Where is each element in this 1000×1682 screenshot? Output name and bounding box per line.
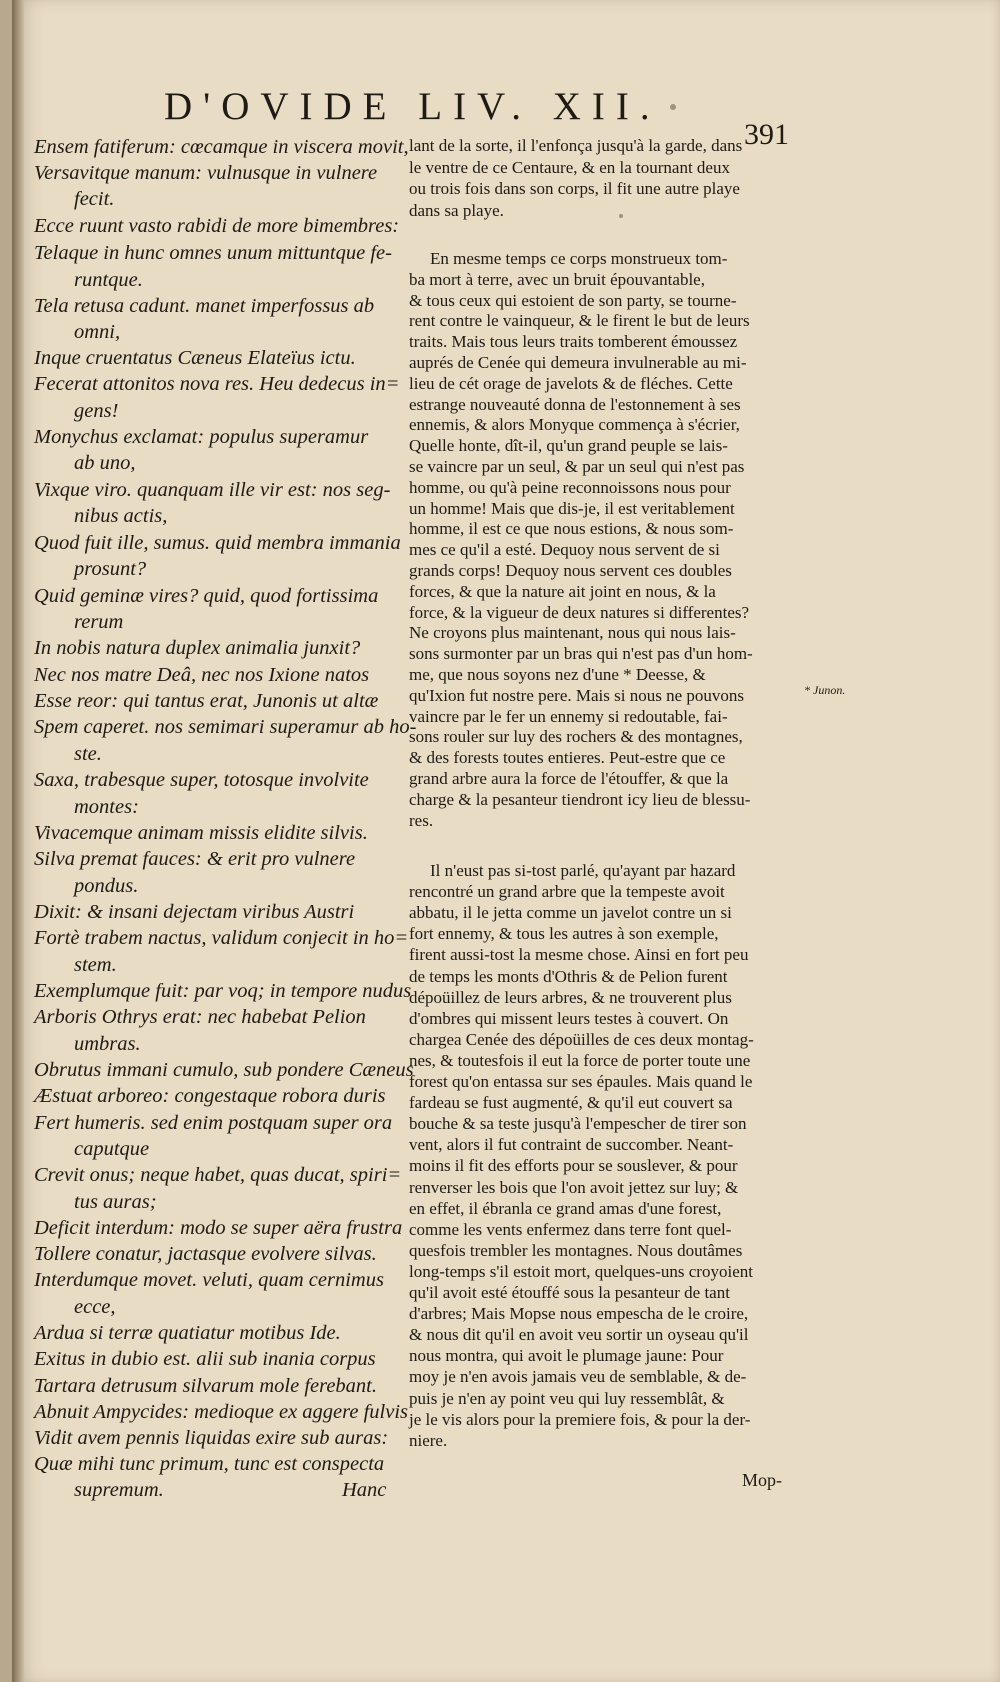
latin-line: omni,	[74, 321, 121, 343]
french-line: & des forests toutes entieres. Peut-estre que ce	[409, 748, 726, 768]
french-line: firent aussi-tost la mesme chose. Ainsi en fort peu	[409, 945, 749, 965]
french-line: estrange nouveauté donna de l'estonnement à ses	[409, 394, 741, 414]
french-line: moins il fit des efforts pour se souslever, & pour	[409, 1156, 738, 1176]
latin-line: tus auras;	[74, 1191, 157, 1213]
latin-line: Quid geminæ vires? quid, quod fortissima	[34, 585, 379, 607]
latin-line: Quæ mihi tunc primum, tunc est conspecta	[34, 1453, 385, 1475]
french-line: fardeau se fust augmenté, & qu'il eut couvert sa	[409, 1093, 733, 1113]
latin-line: Ardua si terræ quatiatur motibus Ide.	[34, 1322, 341, 1344]
latin-line: umbras.	[74, 1033, 141, 1055]
latin-line: Ensem fatiferum: cœcamque in viscera movit,	[34, 136, 409, 158]
french-line: bouche & sa teste jusqu'à l'empescher de tirer son	[409, 1114, 747, 1134]
french-line: vent, alors il fut contraint de succomber. Neant-	[409, 1135, 734, 1155]
latin-line: Monychus exclamat: populus superamur	[34, 426, 369, 448]
french-line: ennemis, & alors Monyque commença à s'écrier,	[409, 415, 740, 435]
french-line: renverser les bois que l'on avoit jettez sur luy; &	[409, 1177, 739, 1197]
latin-line: Deficit interdum: modo se super aëra frustra	[34, 1217, 403, 1239]
latin-line: Vixque viro. quanquam ille vir est: nos seg-	[34, 479, 391, 501]
latin-line: rerum	[74, 611, 124, 633]
french-line: chargea Cenée des dépoüilles de ces deux montag-	[409, 1029, 754, 1049]
french-line: lant de la sorte, il l'enfonça jusqu'à la garde, dans	[409, 136, 743, 155]
french-line: grand arbre aura la force de l'étouffer, & que la	[409, 769, 729, 788]
french-line: abbatu, il le jetta comme un javelot contre un si	[409, 903, 732, 923]
french-line: je le vis alors pour la premiere fois, & pour la der-	[409, 1409, 751, 1429]
latin-line: caputque	[74, 1138, 150, 1160]
french-line: nous montra, qui avoit le plumage jaune: Pour	[409, 1346, 724, 1366]
french-line: se vaincre par un seul, & par un seul qui n'est pas	[409, 457, 745, 476]
latin-line: Obrutus immani cumulo, sub pondere Cæneus	[34, 1059, 414, 1081]
latin-line: Interdumque movet. veluti, quam cernimus	[34, 1269, 384, 1291]
latin-line: nibus actis,	[74, 505, 168, 527]
latin-line: Vivacemque animam missis elidite silvis.	[34, 822, 368, 844]
latin-line: Arboris Othrys erat: nec habebat Pelion	[34, 1006, 366, 1028]
french-line: ou trois fois dans son corps, il fit une autre playe	[409, 179, 740, 198]
page-gutter	[12, 0, 24, 1682]
french-line: rencontré un grand arbre que la tempeste avoit	[409, 882, 725, 902]
latin-line: fecit.	[74, 188, 115, 210]
latin-line: Exitus in dubio est. alii sub inania corpus	[34, 1348, 376, 1370]
french-line: quesfois trembler les montagnes. Nous doutâmes	[409, 1240, 743, 1260]
latin-line: Tollere conatur, jactasque evolvere silvas.	[34, 1243, 377, 1265]
french-line: & tous ceux qui estoient de son party, se tourne-	[409, 290, 737, 310]
latin-line: In nobis natura duplex animalia junxit?	[34, 637, 361, 659]
latin-line: Tela retusa cadunt. manet imperfossus ab	[34, 295, 375, 317]
latin-line: Esse reor: qui tantus erat, Junonis ut altæ	[34, 690, 379, 712]
french-line: res.	[409, 810, 434, 830]
french-line: fort ennemy, & tous les autres à son exemple,	[409, 924, 719, 944]
latin-line: ab uno,	[74, 452, 136, 474]
book-page	[12, 0, 1000, 1682]
french-line: dans sa playe.	[409, 200, 504, 220]
french-line: Ne croyons plus maintenant, nous qui nous lais-	[409, 623, 736, 643]
latin-line: Fecerat attonitos nova res. Heu dedecus in=	[34, 373, 400, 395]
latin-line: Silva premat fauces: & erit pro vulnere	[34, 848, 356, 870]
margin-note: * Junon.	[804, 683, 846, 697]
latin-line: Saxa, trabesque super, totosque involvite	[34, 769, 369, 791]
french-line: qu'Ixion fut nostre pere. Mais si nous ne pouvons	[409, 685, 744, 705]
latin-line: Telaque in hunc omnes unum mittuntque fe-	[34, 242, 392, 264]
latin-line: Versavitque manum: vulnusque in vulnere	[34, 162, 378, 184]
latin-line: montes:	[74, 796, 139, 818]
latin-line: Crevit onus; neque habet, quas ducat, spiri=	[34, 1164, 402, 1186]
french-line: long-temps s'il estoit mort, quelques-uns croyoient	[409, 1261, 753, 1281]
french-line: nes, & toutesfois il eut la force de porter toute une	[409, 1050, 751, 1070]
latin-line: Exemplumque fuit: par voq; in tempore nudus	[34, 980, 412, 1002]
latin-line: Spem caperet. nos semimari superamur ab ho-	[34, 716, 417, 738]
french-line: lieu de cét orage de javelots & de fléches. Cette	[409, 373, 733, 393]
paper-speck	[619, 214, 623, 218]
latin-line: ecce,	[74, 1296, 116, 1318]
french-line: ba mort à terre, avec un bruit épouvantable,	[409, 269, 705, 289]
latin-line: Dixit: & insani dejectam viribus Austri	[34, 901, 355, 923]
french-line: de temps les monts d'Othris & de Pelion furent	[409, 966, 728, 986]
french-line: forest qu'on entassa sur ses épaules. Mais quand le	[409, 1072, 753, 1091]
french-line: mes ce qu'il a esté. Dequoy nous servent de si	[409, 540, 720, 560]
french-line: & nous dit qu'il en avoit veu sortir un oyseau qu'il	[409, 1325, 749, 1345]
french-line: comme les vents enfermez dans terre font quel-	[409, 1219, 732, 1239]
french-line: sons surmonter par un bras qui n'est pas d'un hom-	[409, 644, 753, 664]
french-line: d'arbres; Mais Mopse nous empescha de le croire,	[409, 1304, 749, 1324]
latin-line: ste.	[74, 743, 102, 765]
french-line: homme, ou qu'à peine reconnoissons nous pour	[409, 477, 731, 497]
french-line: forces, & que la nature ait joint en nous, & la	[409, 581, 716, 601]
latin-line: Vidit avem pennis liquidas exire sub auras:	[34, 1427, 389, 1449]
catchword: Mop-	[742, 1470, 782, 1490]
french-line: homme, il est ce que nous estions, & nous som-	[409, 519, 734, 539]
french-line: d'ombres qui missent leurs testes à couvert. On	[409, 1008, 729, 1028]
french-line: en effet, il ébranla ce grand amas d'une forest,	[409, 1198, 722, 1218]
french-line: qu'il avoit esté étouffé sous la pesanteur de tant	[409, 1283, 730, 1302]
paper-speck	[670, 104, 676, 110]
latin-line: Quod fuit ille, sumus. quid membra immania	[34, 532, 401, 554]
french-line: puis je n'en ay point veu qui luy ressemblât, &	[409, 1388, 725, 1408]
french-line: traits. Mais tous leurs traits tomberent émoussez	[409, 332, 738, 352]
latin-line: gens!	[74, 400, 119, 422]
latin-line: Fert humeris. sed enim postquam super ora	[34, 1112, 393, 1134]
latin-line: Nec nos matre Deâ, nec nos Ixione natos	[34, 664, 370, 686]
french-line: le ventre de ce Centaure, & en la tournant deux	[409, 157, 730, 177]
running-title: D'OVIDE LIV. XII.	[164, 85, 661, 128]
french-line: En mesme temps ce corps monstrueux tom-	[430, 249, 728, 268]
french-line: rent contre le vainqueur, & le firent le but de leurs	[409, 311, 750, 331]
latin-line: Fortè trabem nactus, validum conjecit in ho=	[34, 927, 409, 949]
french-line: force, & la vigueur de deux natures si differentes?	[409, 602, 750, 622]
french-line: me, que nous soyons nez d'une * Deesse, &	[409, 665, 706, 684]
french-line: un homme! Mais que dis-je, il est veritablement	[409, 498, 735, 518]
latin-line: supremum.	[74, 1479, 164, 1501]
french-line: grands corps! Dequoy nous servent ces doubles	[409, 561, 732, 580]
latin-line: Abnuit Ampycides: medioque ex aggere fulvis	[34, 1401, 409, 1423]
french-line: Il n'eust pas si-tost parlé, qu'ayant par hazard	[430, 861, 736, 880]
page-number: 391	[744, 118, 789, 151]
latin-line: Inque cruentatus Cæneus Elateïus ictu.	[34, 347, 356, 369]
french-line: auprés de Cenée qui demeura invulnerable au mi-	[409, 353, 747, 372]
latin-line: pondus.	[74, 875, 139, 897]
latin-line: Hanc	[342, 1479, 387, 1501]
french-line: Quelle honte, dît-il, qu'un grand peuple se lais-	[409, 436, 728, 456]
french-line: sons rouler sur luy des rochers & des montagnes,	[409, 727, 743, 747]
latin-line: runtque.	[74, 269, 143, 291]
french-line: dépoüillez de leurs arbres, & ne trouverent plus	[409, 987, 732, 1007]
french-line: charge & la pesanteur tiendront icy lieu de blessu-	[409, 789, 751, 809]
french-line: moy je n'en avois jamais veu de semblable, & de-	[409, 1367, 747, 1387]
latin-line: Tartara detrusum silvarum mole ferebant.	[34, 1375, 378, 1397]
french-line: vaincre par le fer un ennemy si redoutable, fai-	[409, 706, 728, 726]
latin-line: prosunt?	[74, 558, 147, 580]
latin-line: stem.	[74, 954, 117, 976]
french-line: niere.	[409, 1430, 448, 1450]
latin-line: Æstuat arboreo: congestaque robora duris	[34, 1085, 386, 1107]
latin-line: Ecce ruunt vasto rabidi de more bimembres:	[34, 215, 400, 237]
